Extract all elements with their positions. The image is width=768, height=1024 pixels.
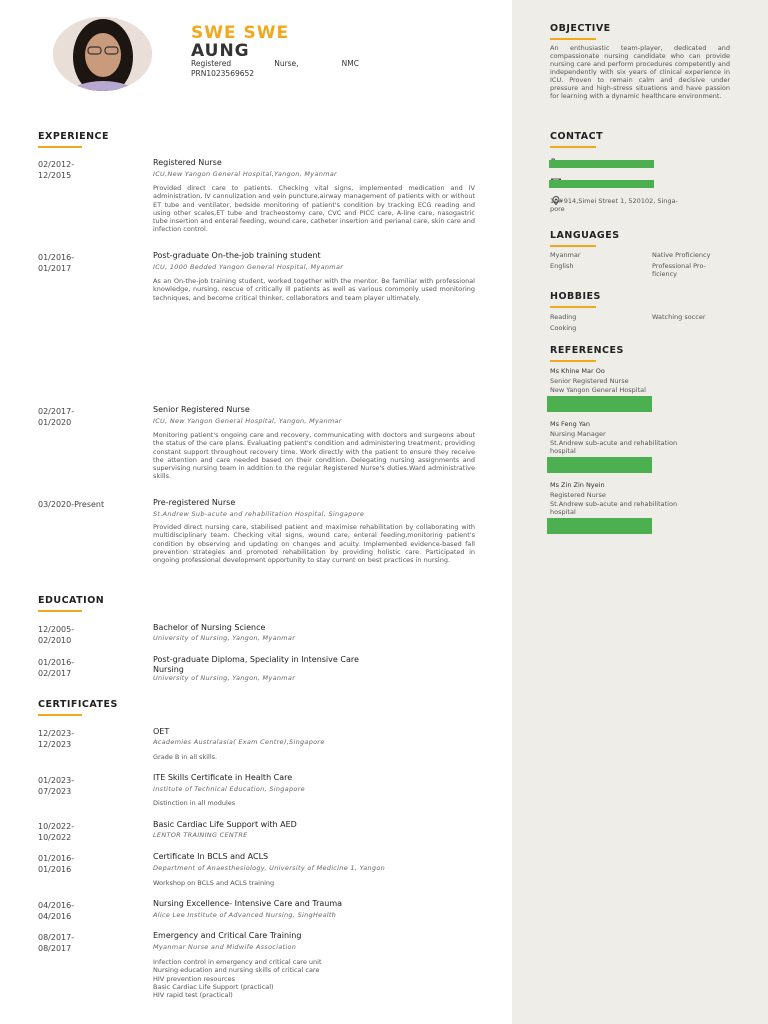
certificate-title: ITE Skills Certificate in Health Care <box>153 773 293 782</box>
job-description: As an On-the-job training student, worked together with the mentor. Be familiar with professional knowledge, nursing, rescue of critically ill patients as well as various commonly used monitoring techniques, and become critical thinker, collaborators and team player ultimately. <box>153 277 475 302</box>
heading-underline <box>38 714 82 716</box>
hobby-item: Cooking <box>550 324 577 332</box>
profile-photo <box>53 17 152 91</box>
reference-name: Ms Feng Yan <box>550 420 590 428</box>
certificates-heading: CERTIFICATES <box>38 699 118 710</box>
date-range: 01/2016- 01/2016 <box>38 854 75 874</box>
job-description: Provided direct nursing care, stabilised patient and maximise rehabilitation by collaborating with multidisciplinary team. Checking vital signs, wound care, enteral feeding,monitoring patient's condition by observing and updating on changes and acuity. Implemented evidence-based fall prevention strategies and promoted rehabilitation by providing holistic care. Participated in ongoing professional development opportunity to stay current on best practices in nursing. <box>153 523 475 565</box>
language-name: English <box>550 262 574 270</box>
certificate-issuer: Department of Anaesthesiology, University of Medicine 1, Yangon <box>153 864 386 872</box>
certificate-note: Basic Cardiac Life Support (practical) <box>153 982 274 991</box>
job-title: Registered Nurse <box>153 158 222 167</box>
language-level: Native Proficiency <box>652 251 711 259</box>
job-organization: ICU, New Yangon General Hospital, Yangon, Myanmar <box>153 417 342 425</box>
degree-institution: University of Nursing, Yangon, Myanmar <box>153 674 296 682</box>
experience-heading: EXPERIENCE <box>38 131 110 142</box>
date-range: 01/2023- 07/2023 <box>38 776 75 796</box>
reference-place: St.Andrew sub-acute and rehabilitation hospital <box>550 439 678 455</box>
certificate-issuer: Academies Australasia( Exam Centre),Singapore <box>153 738 325 746</box>
credential-part: Nurse, <box>274 59 299 68</box>
first-name: SWE SWE <box>191 23 290 43</box>
certificate-note: Workshop on BCLS and ACLS training <box>153 879 275 887</box>
date-range: 01/2016- 01/2017 <box>38 253 75 273</box>
date-range: 12/2005- 02/2010 <box>38 625 75 645</box>
credential-part: NMC <box>341 59 359 68</box>
degree-title: Bachelor of Nursing Science <box>153 623 266 632</box>
heading-underline <box>550 360 596 362</box>
credentials-line <box>191 59 359 68</box>
job-description: Provided direct care to patients. Checking vital signs, implemented medication and IV administration, IV cannulization and vein puncture,airway management of patients with or without ET tube and ventilator, bedside monitoring of patient's condition by tracking ECG reading and using other scales,ET tube and tracheostomy care, CVC and PICC care, A-line care, nasogastric tube insertion and enteral feeding, wound care, catheter insertion and perianal care, skin care and infection control. <box>153 184 475 234</box>
reference-name: Ms Khine Mar Oo <box>550 367 605 375</box>
job-title: Pre-registered Nurse <box>153 498 236 507</box>
certificate-title: Emergency and Critical Care Training <box>153 931 302 940</box>
heading-underline <box>38 610 82 612</box>
education-heading: EDUCATION <box>38 595 105 606</box>
objective-heading: OBJECTIVE <box>550 23 611 34</box>
references-heading: REFERENCES <box>550 345 624 356</box>
certificate-issuer: Alice Lee Institute of Advanced Nursing, SingHealth <box>153 911 337 919</box>
address: 10#914,Simei Street 1, 520102, Singa- pore <box>550 197 678 213</box>
date-range: 08/2017- 08/2017 <box>38 933 75 953</box>
date-range: 01/2016- 02/2017 <box>38 658 75 678</box>
heading-underline <box>38 146 82 148</box>
language-level: Professional Pro- ficiency <box>652 262 706 278</box>
redacted-reference-contact <box>547 457 652 473</box>
reference-place: St.Andrew sub-acute and rehabilitation hospital <box>550 500 678 516</box>
reference-role: Senior Registered Nurse <box>550 377 629 385</box>
job-description: Monitoring patient's ongoing care and recovery, communicating with doctors and surgeons about the status of the care plans. Evaluating patient's condition and administering treatment, providing constant support throughout recovery time. Work directly with the patient to ensure they receive the attention and care needed based on their condition. Delegating nursing assignments and supervising nursing team in addition to the regular Registered Nurse's duties.Ward administrative skills. <box>153 431 475 481</box>
redacted-phone <box>549 160 654 168</box>
certificate-note: Infection control in emergency and critical care unit <box>153 958 322 966</box>
date-range: 10/2022- 10/2022 <box>38 822 75 842</box>
certificate-note: Grade B in all skills. <box>153 753 218 761</box>
reference-place: New Yangon General Hospital <box>550 386 646 394</box>
certificate-note: Distinction in all modules <box>153 799 236 807</box>
hobby-item: Watching soccer <box>652 313 706 321</box>
date-range: 02/2017- 01/2020 <box>38 407 75 427</box>
heading-underline <box>550 306 596 308</box>
date-range: 02/2012- 12/2015 <box>38 160 75 180</box>
heading-underline <box>550 38 596 40</box>
certificate-title: Nursing Excellence- Intensive Care and Trauma <box>153 899 343 908</box>
redacted-email <box>549 180 654 188</box>
hobby-item: Reading <box>550 313 577 321</box>
contact-heading: CONTACT <box>550 131 604 142</box>
certificate-note: Nursing education and nursing skills of critical care <box>153 966 320 975</box>
certificate-issuer: Myanmar Nurse and Midwife Association <box>153 943 297 951</box>
job-title: Senior Registered Nurse <box>153 405 250 414</box>
certificate-title: Basic Cardiac Life Support with AED <box>153 820 297 829</box>
date-range: 04/2016- 04/2016 <box>38 901 75 921</box>
reference-role: Nursing Manager <box>550 430 606 438</box>
prn-number: PRN1023569652 <box>191 69 255 78</box>
languages-heading: LANGUAGES <box>550 230 620 241</box>
objective-text: An enthusiastic team-player, dedicated and compassionate nursing candidate who can provide nursing care and perform procedures competently and independently with six years of clinical experience in ICU. Proven to remain calm and decisive under pressure and high-stress situations and have passion for learning with a dynamic healthcare environment. <box>550 44 730 100</box>
redacted-reference-contact <box>547 396 652 412</box>
heading-underline <box>550 146 596 148</box>
job-organization: ICU,New Yangon General Hospital,Yangon, Myanmar <box>153 170 338 178</box>
certificate-issuer: Institute of Technical Education, Singapore <box>153 785 305 793</box>
heading-underline <box>550 245 596 247</box>
date-range: 12/2023- 12/2023 <box>38 729 75 749</box>
reference-role: Registered Nurse <box>550 491 606 499</box>
last-name: AUNG <box>191 41 250 61</box>
credential-part: Registered <box>191 59 232 68</box>
language-name: Myanmar <box>550 251 581 259</box>
date-range: 03/2020-Present <box>38 500 105 509</box>
job-title: Post-graduate On-the-job training student <box>153 251 321 260</box>
certificate-title: OET <box>153 727 170 736</box>
certificate-note: HIV prevention resources <box>153 974 235 983</box>
hobbies-heading: HOBBIES <box>550 291 601 302</box>
degree-institution: University of Nursing, Yangon, Myanmar <box>153 634 296 642</box>
certificate-notes <box>153 958 475 999</box>
redacted-reference-contact <box>547 518 652 534</box>
job-organization: ICU, 1000 Bedded Yangon General Hospital, Myanmar <box>153 263 344 271</box>
certificate-note: HIV rapid test (practical) <box>153 991 233 1000</box>
certificate-title: Certificate In BCLS and ACLS <box>153 852 269 861</box>
degree-title: Post-graduate Diploma, Speciality in Intensive Care Nursing <box>153 655 359 674</box>
reference-name: Ms Zin Zin Nyein <box>550 481 605 489</box>
certificate-issuer: LENTOR TRAINING CENTRE <box>153 831 248 839</box>
job-organization: St.Andrew Sub-acute and rehabilitation Hospital, Singapore <box>153 510 365 518</box>
